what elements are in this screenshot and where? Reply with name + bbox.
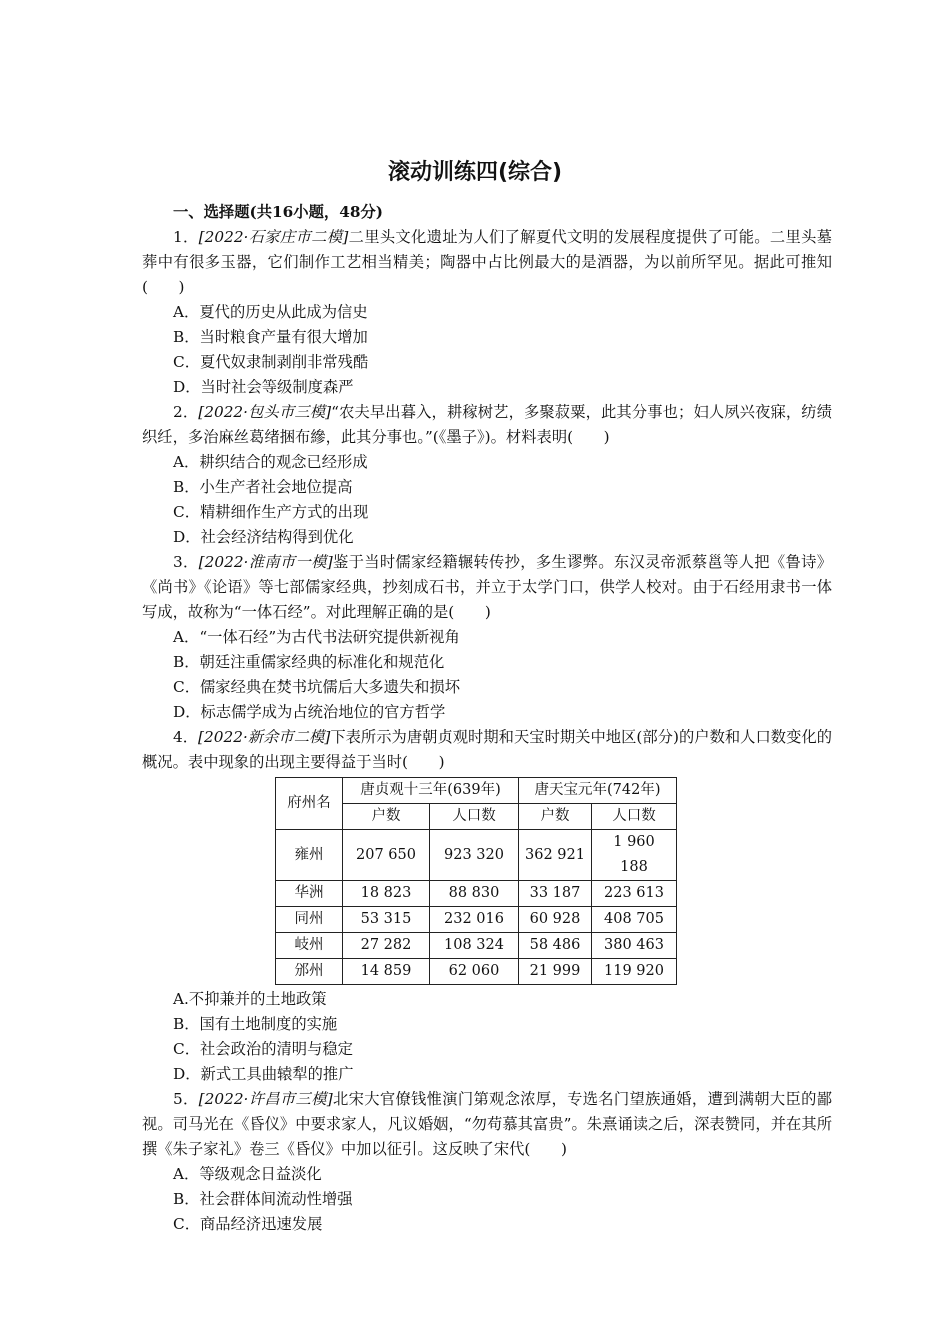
option-b: B．国有土地制度的实施: [173, 1015, 338, 1033]
question-number: 4．: [173, 728, 199, 746]
question-5: [142, 1087, 832, 1162]
table-cell: 14 859: [343, 959, 430, 985]
option-c: C．儒家经典在焚书坑儒后大多遗失和损坏: [173, 678, 461, 696]
option-b: B．小生产者社会地位提高: [173, 478, 353, 496]
question-source: [2022·包头市三模]: [198, 403, 332, 421]
option-a: A．等级观念日益淡化: [173, 1165, 322, 1183]
table-cell: 923 320: [430, 830, 519, 881]
question-text: 二里头文化遗址为人们了解夏代文明的发展程度提供了可能。二里头墓葬中有很多玉器，它们制作工艺相当精美；陶器中占比例最大的是酒器，为以前所罕见。据此可推知( ): [142, 228, 832, 296]
table-row: [276, 830, 677, 881]
option-d: D．新式工具曲辕犁的推广: [173, 1065, 354, 1083]
table-cell: 119 920: [592, 959, 677, 985]
table-cell: 58 486: [519, 933, 592, 959]
table-column-header: 人口数: [430, 804, 519, 830]
option-d: D．标志儒学成为占统治地位的官方哲学: [173, 703, 446, 721]
question-number: 5．: [173, 1090, 199, 1108]
table-cell: 88 830: [430, 881, 519, 907]
question-text: 下表所示为唐朝贞观时期和天宝时期关中地区(部分)的户数和人口数变化的概况。表中现象的出现主要得益于当时( ): [142, 728, 832, 771]
question-number: 3．: [173, 553, 199, 571]
option-c: C．夏代奴隶制剥削非常残酷: [173, 353, 369, 371]
table-cell: 1 960 188: [592, 830, 677, 881]
table-cell: 408 705: [592, 907, 677, 933]
question-text: “农夫早出暮入，耕稼树艺，多聚菽粟，此其分事也；妇人夙兴夜寐，纺绩织纴，多治麻丝葛绪捆布縿，此其分事也。”(《墨子》)。材料表明( ): [142, 403, 833, 446]
table-column-header: 户数: [343, 804, 430, 830]
option-a: A.不抑兼并的土地政策: [173, 990, 327, 1008]
table-cell: 207 650: [343, 830, 430, 881]
table-cell: 362 921: [519, 830, 592, 881]
question-2: [142, 400, 832, 450]
section-heading: 一、选择题(共16小题，48分): [173, 203, 384, 221]
table-cell: 18 823: [343, 881, 430, 907]
question-source: [2022·石家庄市二模]: [198, 228, 349, 246]
table-row: [276, 881, 677, 907]
table-cell: 223 613: [592, 881, 677, 907]
table-cell: 岐州: [276, 933, 343, 959]
option-d: D．当时社会等级制度森严: [173, 378, 354, 396]
table-cell: 华洲: [276, 881, 343, 907]
table-column-header: 人口数: [592, 804, 677, 830]
question-3: [142, 550, 832, 625]
table-cell: 21 999: [519, 959, 592, 985]
table-corner-header: 府州名: [276, 778, 343, 830]
option-a: A．耕织结合的观念已经形成: [173, 453, 368, 471]
page-title: 滚动训练四(综合): [387, 160, 563, 185]
table-cell: 62 060: [430, 959, 519, 985]
option-b: B．朝廷注重儒家经典的标准化和规范化: [173, 653, 445, 671]
table-cell: 60 928: [519, 907, 592, 933]
question-4: [142, 725, 832, 775]
table-cell: 邠州: [276, 959, 343, 985]
table-row: [276, 959, 677, 985]
question-number: 2．: [173, 403, 199, 421]
option-b: B．社会群体间流动性增强: [173, 1190, 353, 1208]
question-1: [142, 225, 832, 300]
table-period-header: 唐贞观十三年(639年): [343, 778, 519, 804]
table-cell: 53 315: [343, 907, 430, 933]
option-c: C．商品经济迅速发展: [173, 1215, 323, 1233]
option-c: C．精耕细作生产方式的出现: [173, 503, 369, 521]
option-a: A．“一体石经”为古代书法研究提供新视角: [173, 628, 460, 646]
table-row: [276, 907, 677, 933]
option-c: C．社会政治的清明与稳定: [173, 1040, 353, 1058]
question-text: 鉴于当时儒家经籍辗转传抄，多生谬弊。东汉灵帝派蔡邕等人把《鲁诗》《尚书》《论语》等七部儒家经典，抄刻成石书，并立于太学门口，供学人校对。由于石经用隶书一体写成，故称为“一体石经”。对此理解正确的是( ): [142, 553, 833, 621]
option-d: D．社会经济结构得到优化: [173, 528, 354, 546]
table-cell: 雍州: [276, 830, 343, 881]
question-source: [2022·许昌市三模]: [198, 1090, 333, 1108]
table-cell: 27 282: [343, 933, 430, 959]
question-source: [2022·新余市二模]: [198, 728, 331, 746]
table-cell: 380 463: [592, 933, 677, 959]
table-column-header: 户数: [519, 804, 592, 830]
table-cell: 33 187: [519, 881, 592, 907]
option-a: A．夏代的历史从此成为信史: [173, 303, 368, 321]
table-cell: 232 016: [430, 907, 519, 933]
table-row: [276, 933, 677, 959]
population-table: [275, 777, 677, 985]
question-source: [2022·淮南市一模]: [198, 553, 333, 571]
option-b: B．当时粮食产量有很大增加: [173, 328, 368, 346]
question-content: [142, 200, 832, 1237]
table-header-row: [276, 778, 677, 804]
table-period-header: 唐天宝元年(742年): [519, 778, 677, 804]
table-cell: 108 324: [430, 933, 519, 959]
question-text: 北宋大官僚钱惟演门第观念浓厚，专选名门望族通婚，遭到满朝大臣的鄙视。司马光在《昏仪》中要求家人，凡议婚姻，“勿苟慕其富贵”。朱熹诵读之后，深表赞同，并在其所撰《朱子家礼》卷三《昏仪》中加以征引。这反映了宋代( ): [142, 1090, 833, 1158]
question-number: 1．: [173, 228, 199, 246]
table-cell: 同州: [276, 907, 343, 933]
